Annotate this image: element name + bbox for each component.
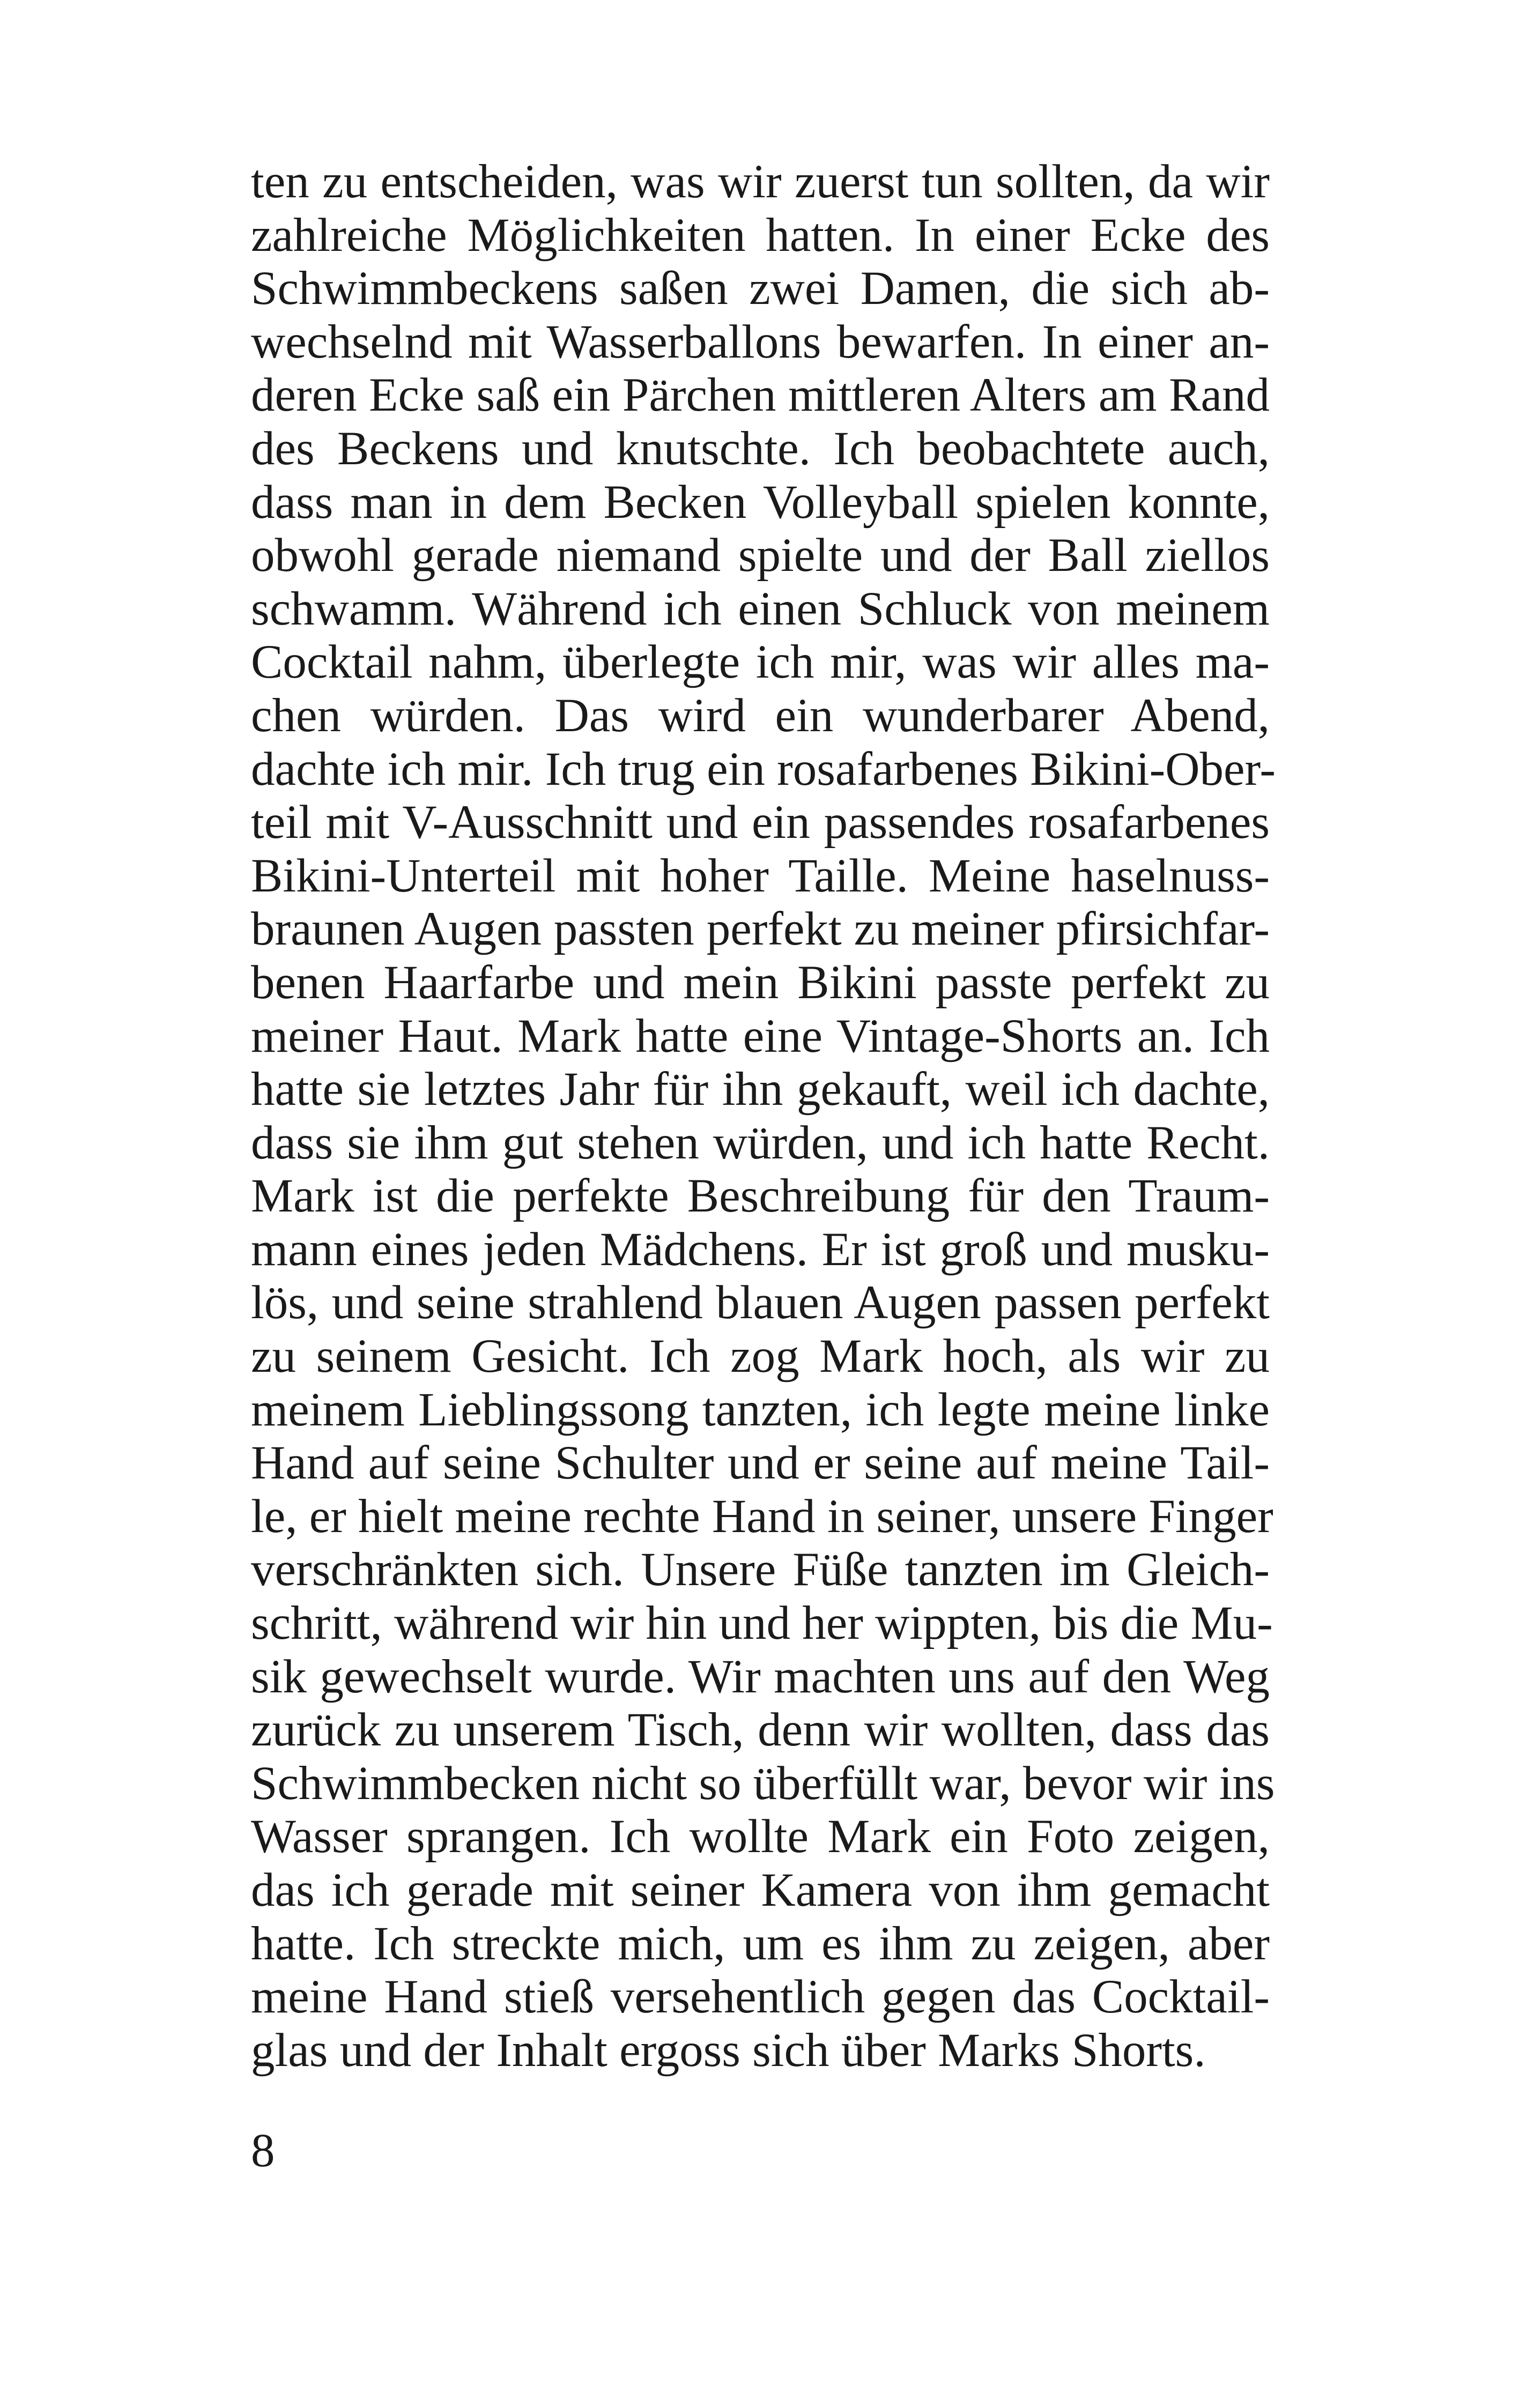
text-line: wechselnd mit Wasserballons bewarfen. In einer an- (251, 315, 1270, 368)
text-line: meinem Lieblingssong tanzten, ich legte meine linke (251, 1383, 1270, 1436)
text-line: sik gewechselt wurde. Wir machten uns auf den Weg (251, 1650, 1270, 1703)
text-line: ten zu entscheiden, was wir zuerst tun sollten, da wir (251, 155, 1270, 208)
text-line: glas und der Inhalt ergoss sich über Marks Shorts. (251, 2024, 1206, 2077)
text-line: das ich gerade mit seiner Kamera von ihm gemacht (251, 1864, 1270, 1916)
text-line: zahlreiche Möglichkeiten hatten. In einer Ecke des (251, 209, 1270, 262)
text-line: Hand auf seine Schulter und er seine auf meine Tail- (251, 1437, 1270, 1490)
text-line: zurück zu unserem Tisch, denn wir wollten, dass das (251, 1704, 1270, 1757)
text-line: schritt, während wir hin und her wippten, bis die Mu- (251, 1597, 1273, 1650)
text-line: benen Haarfarbe und mein Bikini passte perfekt zu (251, 956, 1270, 1009)
text-line: Schwimmbecken nicht so überfüllt war, bevor wir ins (251, 1757, 1275, 1810)
text-line: schwamm. Während ich einen Schluck von meinem (251, 582, 1270, 635)
text-line: meine Hand stieß versehentlich gegen das Cocktail- (251, 1971, 1270, 2024)
text-line: deren Ecke saß ein Pärchen mittleren Alters am Rand (251, 369, 1270, 422)
text-line: dass man in dem Becken Volleyball spielen konnte, (251, 475, 1270, 529)
text-line: Schwimmbeckens saßen zwei Damen, die sich ab- (251, 262, 1270, 315)
text-line: Wasser sprangen. Ich wollte Mark ein Foto zeigen, (251, 1810, 1270, 1863)
text-line: teil mit V-Ausschnitt und ein passendes rosafarbenes (251, 796, 1270, 849)
text-line: dass sie ihm gut stehen würden, und ich hatte Recht. (251, 1116, 1270, 1169)
text-line: Bikini-Unterteil mit hoher Taille. Meine haselnuss- (251, 849, 1270, 902)
text-line: chen würden. Das wird ein wunderbarer Abend, (251, 689, 1270, 742)
text-line: Cocktail nahm, überlegte ich mir, was wir alles ma- (251, 636, 1270, 689)
text-line: verschränkten sich. Unsere Füße tanzten im Gleich- (251, 1543, 1270, 1596)
text-line: hatte sie letztes Jahr für ihn gekauft, weil ich dachte, (251, 1063, 1270, 1116)
text-line: Mark ist die perfekte Beschreibung für den Traum- (251, 1170, 1270, 1223)
text-line: braunen Augen passten perfekt zu meiner pfirsichfar- (251, 903, 1270, 956)
text-line: meiner Haut. Mark hatte eine Vintage-Shorts an. Ich (251, 1009, 1270, 1062)
body-text (251, 155, 1276, 2077)
text-line: obwohl gerade niemand spielte und der Ball ziellos (251, 529, 1270, 582)
text-line: des Beckens und knutschte. Ich beobachtete auch, (251, 422, 1270, 475)
text-line: dachte ich mir. Ich trug ein rosafarbenes Bikini-Ober- (251, 742, 1276, 796)
text-line: mann eines jeden Mädchens. Er ist groß und musku- (251, 1223, 1270, 1276)
text-line: le, er hielt meine rechte Hand in seiner, unsere Finger (251, 1490, 1273, 1543)
text-line: zu seinem Gesicht. Ich zog Mark hoch, als wir zu (251, 1330, 1270, 1383)
text-line: lös, und seine strahlend blauen Augen passen perfekt (251, 1276, 1270, 1329)
page-number: 8 (251, 2124, 275, 2177)
text-line: hatte. Ich streckte mich, um es ihm zu zeigen, aber (251, 1917, 1270, 1970)
